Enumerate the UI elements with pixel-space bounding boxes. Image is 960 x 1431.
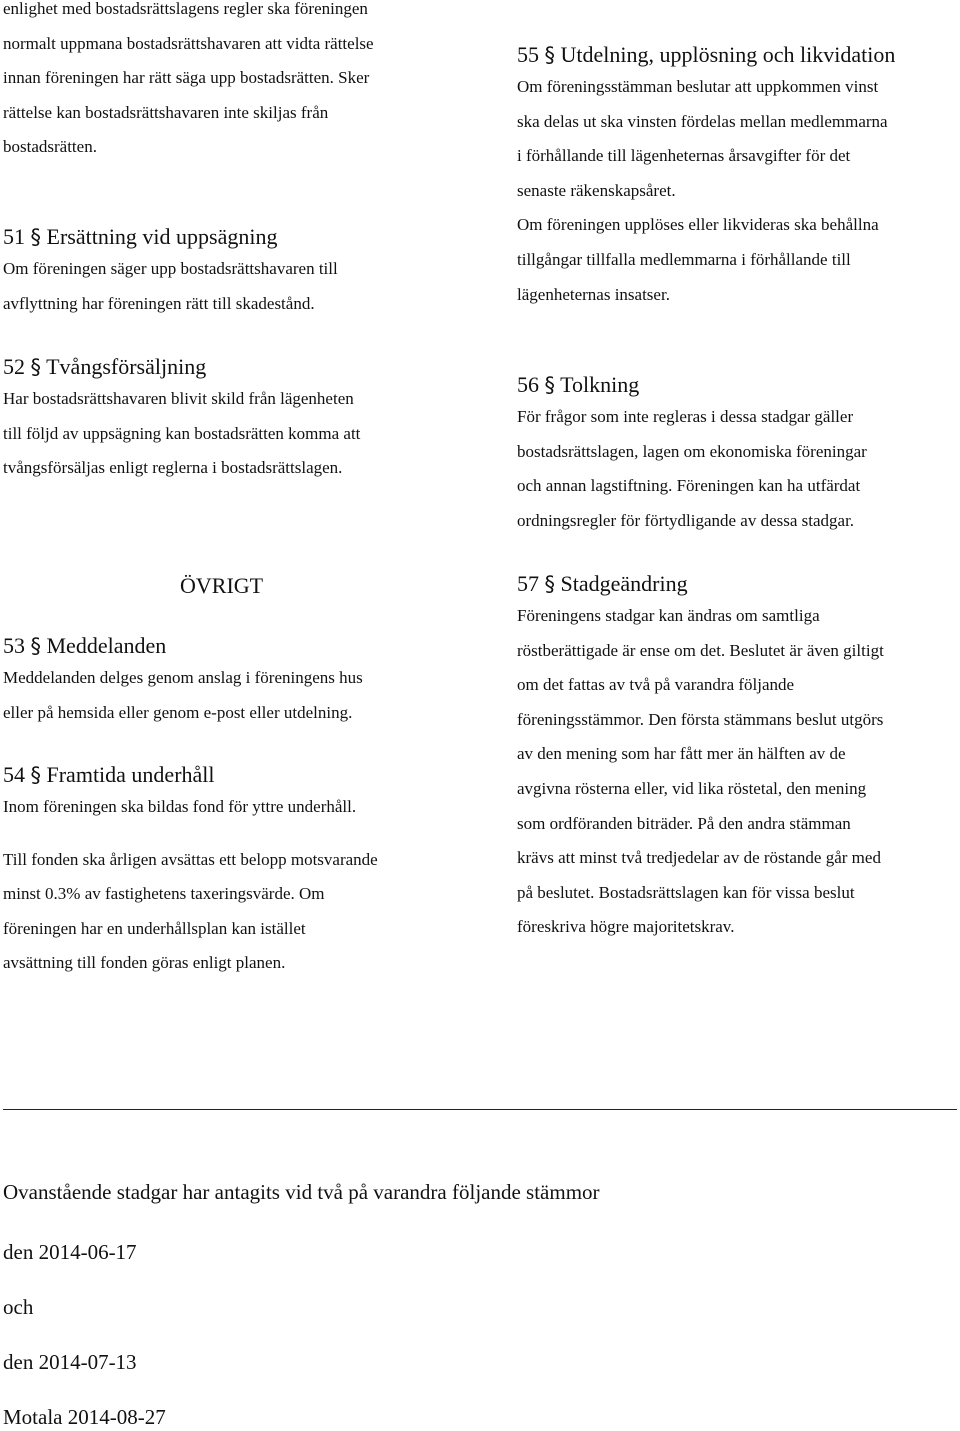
section-title: Framtida underhåll xyxy=(46,762,215,787)
section-title: Tolkning xyxy=(560,372,640,397)
conjunction-text: och xyxy=(3,1295,34,1319)
text-line: på beslutet. Bostadsrättslagen kan för vissa beslut xyxy=(517,882,855,902)
section-53 xyxy=(3,631,473,730)
text-line: som ordföranden biträder. På den andra stämman xyxy=(517,813,851,833)
section-title: Ersättning vid uppsägning xyxy=(46,224,278,249)
section-55 xyxy=(517,40,957,312)
section-title: Stadgeändring xyxy=(560,571,688,596)
section-title: Tvångsförsäljning xyxy=(46,354,207,379)
text-line: bostadsrättslagen, lagen om ekonomiska föreningar xyxy=(517,441,867,461)
paragraph-symbol: § xyxy=(544,373,555,397)
text-line: röstberättigade är ense om det. Beslutet är även giltigt xyxy=(517,640,884,660)
section-heading xyxy=(517,40,957,70)
paragraph-symbol: § xyxy=(30,634,41,658)
text-line: tillgångar tillfalla medlemmarna i förhållande till xyxy=(517,249,851,269)
section-heading xyxy=(3,352,473,382)
section-51 xyxy=(3,222,473,321)
text-line: För frågor som inte regleras i dessa stadgar gäller xyxy=(517,407,854,426)
paragraph-symbol: § xyxy=(544,43,555,67)
section-number: 53 xyxy=(3,633,25,658)
text-line: Till fonden ska årligen avsättas ett belopp motsvarande xyxy=(3,849,378,869)
text-line: eller på hemsida eller genom e-post eller utdelning. xyxy=(3,702,353,722)
place-and-date: Motala 2014-08-27 xyxy=(3,1405,166,1429)
text-line: senaste räkenskapsåret. xyxy=(517,180,676,200)
section-54 xyxy=(3,760,473,981)
section-number: 51 xyxy=(3,224,25,249)
section-title: Meddelanden xyxy=(46,633,167,658)
text-line: till följd av uppsägning kan bostadsrätten komma att xyxy=(3,423,361,443)
text-line: av den mening som har fått mer än hälften av de xyxy=(517,744,846,764)
section-heading xyxy=(3,222,473,252)
text-line: avgivna rösterna eller, vid lika röstetal, den mening xyxy=(517,778,867,798)
text-line: om det fattas av två på varandra följande xyxy=(517,675,795,695)
signature-divider xyxy=(3,1109,957,1110)
text-line: tvångsförsäljas enligt reglerna i bostadsrättslagen. xyxy=(3,458,343,478)
ovrigt-heading: ÖVRIGT xyxy=(180,573,264,598)
meeting-date-2: den 2014-07-13 xyxy=(3,1350,137,1374)
section-heading xyxy=(3,631,473,661)
text-line: Har bostadsrättshavaren blivit skild från lägenheten xyxy=(3,389,354,408)
text-line: rättelse kan bostadsrättshavaren inte skiljas från xyxy=(3,102,329,122)
text-line: innan föreningen har rätt säga upp bostadsrätten. Sker xyxy=(3,68,370,88)
text-line: Om föreningen säger upp bostadsrättshavaren till xyxy=(3,259,338,278)
section-number: 54 xyxy=(3,762,25,787)
paragraph-symbol: § xyxy=(30,225,41,249)
text-line: ordningsregler för förtydligande av dessa stadgar. xyxy=(517,510,855,530)
section-number: 52 xyxy=(3,354,25,379)
section-heading xyxy=(517,569,957,599)
text-line: föreskriva högre majoritetskrav. xyxy=(517,917,735,937)
text-line: avflyttning har föreningen rätt till skadestånd. xyxy=(3,293,315,313)
text-line: och annan lagstiftning. Föreningen kan ha utfärdat xyxy=(517,476,861,496)
text-line: bostadsrätten. xyxy=(3,137,97,157)
section-heading xyxy=(3,760,473,790)
section-57 xyxy=(517,569,957,945)
paragraph-symbol: § xyxy=(30,355,41,379)
text-line: lägenheternas insatser. xyxy=(517,284,670,304)
text-line: enlighet med bostadsrättslagens regler ska föreningen xyxy=(3,0,368,18)
intro-paragraph xyxy=(3,0,473,165)
section-number: 56 xyxy=(517,372,539,397)
paragraph-symbol: § xyxy=(544,572,555,596)
section-title: Utdelning, upplösning och likvidation xyxy=(560,42,896,67)
text-line: föreningen har en underhållsplan kan istället xyxy=(3,918,306,938)
section-56 xyxy=(517,370,957,538)
text-line: Meddelanden delges genom anslag i föreningens hus xyxy=(3,668,363,687)
text-line: ska delas ut ska vinsten fördelas mellan medlemmarna xyxy=(517,111,888,131)
section-number: 55 xyxy=(517,42,539,67)
text-line: Föreningens stadgar kan ändras om samtliga xyxy=(517,606,820,625)
text-line: normalt uppmana bostadsrättshavaren att vidta rättelse xyxy=(3,33,374,53)
paragraph-symbol: § xyxy=(30,763,41,787)
meeting-date-1: den 2014-06-17 xyxy=(3,1240,137,1264)
section-heading xyxy=(517,370,957,400)
text-line: krävs att minst två tredjedelar av de röstande går med xyxy=(517,848,881,868)
section-52 xyxy=(3,352,473,486)
text-line: Om föreningsstämman beslutar att uppkommen vinst xyxy=(517,77,879,96)
text-line: Inom föreningen ska bildas fond för yttre underhåll. xyxy=(3,797,357,816)
text-line: i förhållande till lägenheternas årsavgifter för det xyxy=(517,146,851,166)
text-line: föreningsstämmor. Den första stämmans beslut utgörs xyxy=(517,709,884,729)
text-line: avsättning till fonden göras enligt planen. xyxy=(3,953,286,973)
text-line: minst 0.3% av fastighetens taxeringsvärde. Om xyxy=(3,884,325,904)
text-line: Om föreningen upplöses eller likvideras ska behållna xyxy=(517,215,879,235)
adoption-statement: Ovanstående stadgar har antagits vid två på varandra följande stämmor xyxy=(3,1180,600,1204)
section-number: 57 xyxy=(517,571,539,596)
